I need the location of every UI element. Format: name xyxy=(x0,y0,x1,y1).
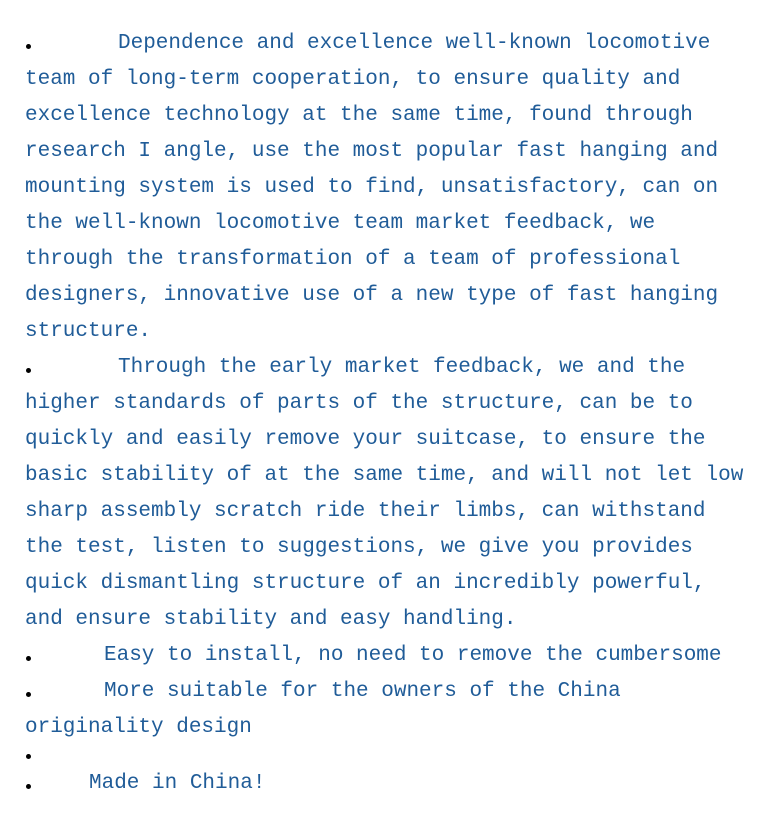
bullet-list xyxy=(25,26,752,802)
list-item xyxy=(25,26,752,350)
list-item-text: Dependence and excellence well-known locomotive team of long-term cooperation, to ensure quality and excellence technology at the same time, found through research I angle, use the most popular fast hanging and mounting system is used to find, unsatisfactory, can on the well-known locomotive team market feedback, we through the transformation of a team of professional designers, innovative use of a new type of fast hanging structure. xyxy=(25,32,719,343)
bullet-icon xyxy=(26,368,31,373)
list-item xyxy=(25,638,752,674)
list-item-text: Through the early market feedback, we and the higher standards of parts of the structure, can be to quickly and easily remove your suitcase, to ensure the basic stability of at the same time, and will not let low sharp assembly scratch ride their limbs, can withstand the test, listen to suggestions, we give you provides quick dismantling structure of an incredibly powerful, and ensure stability and easy handling. xyxy=(25,356,744,631)
list-item-text: More suitable for the owners of the China originality design xyxy=(25,680,621,739)
list-item xyxy=(25,350,752,638)
list-item-empty xyxy=(25,746,752,766)
bullet-icon xyxy=(26,692,31,697)
list-item xyxy=(25,674,752,746)
list-item-text: Made in China! xyxy=(89,772,266,795)
bullet-icon xyxy=(26,754,31,759)
bullet-icon xyxy=(26,656,31,661)
list-item-text: Easy to install, no need to remove the cumbersome xyxy=(104,644,722,667)
bullet-icon xyxy=(26,44,31,49)
bullet-icon xyxy=(26,784,31,789)
list-item xyxy=(25,766,752,802)
